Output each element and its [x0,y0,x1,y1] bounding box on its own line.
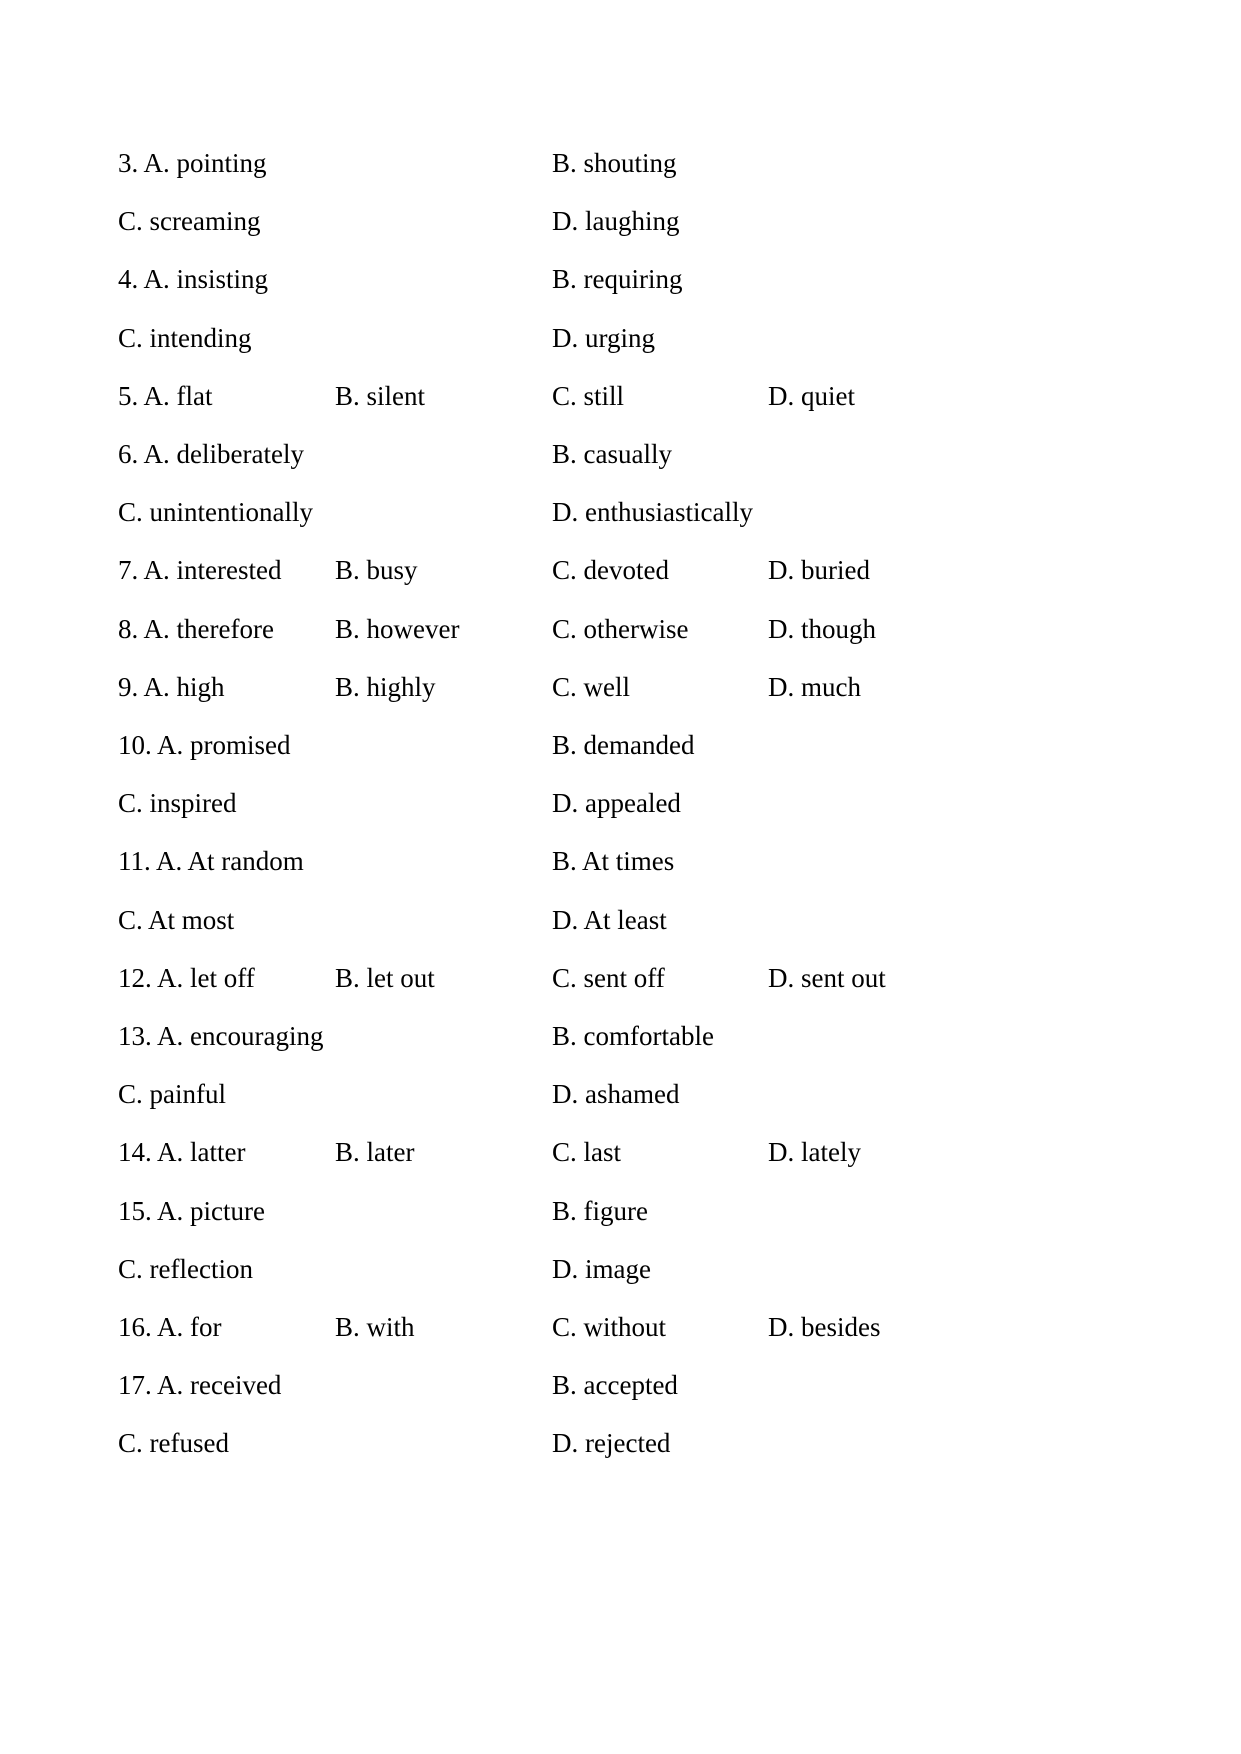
answer-option: D. image [552,1253,651,1284]
question-line [0,900,1241,940]
answer-option: 4. A. insisting [118,264,269,295]
answer-option: D. ashamed [552,1079,680,1110]
answer-option: C. refused [118,1428,229,1459]
answer-option: 15. A. picture [118,1195,265,1226]
answer-option: B. silent [335,380,426,411]
answer-option: 14. A. latter [118,1137,246,1168]
answer-option: D. laughing [552,206,680,237]
answer-option: C. sent off [552,962,665,993]
answer-option: D. enthusiastically [552,497,753,528]
question-line [0,783,1241,823]
answer-option: B. let out [335,962,435,993]
answer-option: 13. A. encouraging [118,1021,324,1051]
question-line [0,376,1241,416]
answer-option: D. urging [552,322,656,353]
answer-option: 3. A. pointing [118,148,267,178]
question-line [0,434,1241,474]
answer-option: B. accepted [552,1370,678,1401]
answer-option: D. lately [768,1137,861,1168]
answer-option: 10. A. promised [118,730,291,760]
question-line [0,1074,1241,1114]
answer-option: B. busy [335,555,418,586]
question-line [0,1132,1241,1172]
answer-option: D. rejected [552,1428,671,1459]
question-line [0,609,1241,649]
question-line [0,841,1241,881]
answer-option: B. highly [335,671,436,702]
question-line [0,1423,1241,1463]
answer-option: B. requiring [552,264,683,295]
question-line [0,1307,1241,1347]
answer-option: 9. A. high [118,671,225,702]
question-line [0,492,1241,532]
question-line [0,725,1241,765]
answer-option: 6. A. deliberately [118,439,304,469]
question-line [0,1249,1241,1289]
answer-option: D. At least [552,904,667,935]
question-line [0,318,1241,358]
answer-option: B. with [335,1312,415,1342]
answer-option: D. sent out [768,962,886,993]
answer-option: D. quiet [768,380,855,411]
answer-option: C. otherwise [552,613,689,644]
answer-option: 11. A. At random [118,846,304,877]
question-line [0,201,1241,241]
answer-option: C. intending [118,322,252,353]
answer-option: B. comfortable [552,1021,714,1051]
answer-option: B. later [335,1137,415,1168]
answer-option: B. shouting [552,148,677,178]
answer-option: D. appealed [552,788,681,819]
answer-option: D. much [768,671,861,702]
answer-option: D. though [768,613,876,644]
answer-option: 7. A. interested [118,555,282,586]
answer-option: B. demanded [552,730,695,760]
answer-option: C. without [552,1312,667,1342]
answer-option: C. last [552,1137,622,1168]
answer-option: C. At most [118,904,235,935]
question-line [0,958,1241,998]
question-line [0,1365,1241,1405]
answer-option: B. figure [552,1195,648,1226]
answer-option: C. painful [118,1079,226,1110]
answer-option: C. still [552,380,625,411]
question-line [0,550,1241,590]
answer-option: C. unintentionally [118,497,313,528]
question-line [0,1016,1241,1056]
answer-option: B. casually [552,439,672,469]
answer-option: D. besides [768,1312,881,1342]
answer-option: 12. A. let off [118,962,255,993]
question-line [0,259,1241,299]
answer-option: C. reflection [118,1253,253,1284]
answer-option: 5. A. flat [118,380,213,411]
answer-option: C. inspired [118,788,237,819]
answer-option: 16. A. for [118,1312,222,1342]
answer-option: 17. A. received [118,1370,282,1401]
answer-option: D. buried [768,555,870,586]
answer-option: B. however [335,613,460,644]
answer-option: C. screaming [118,206,261,237]
answer-option: C. well [552,671,630,702]
answer-option: B. At times [552,846,675,877]
question-line [0,143,1241,183]
answer-option: 8. A. therefore [118,613,274,644]
question-line [0,667,1241,707]
question-line [0,1191,1241,1231]
answer-option: C. devoted [552,555,669,586]
